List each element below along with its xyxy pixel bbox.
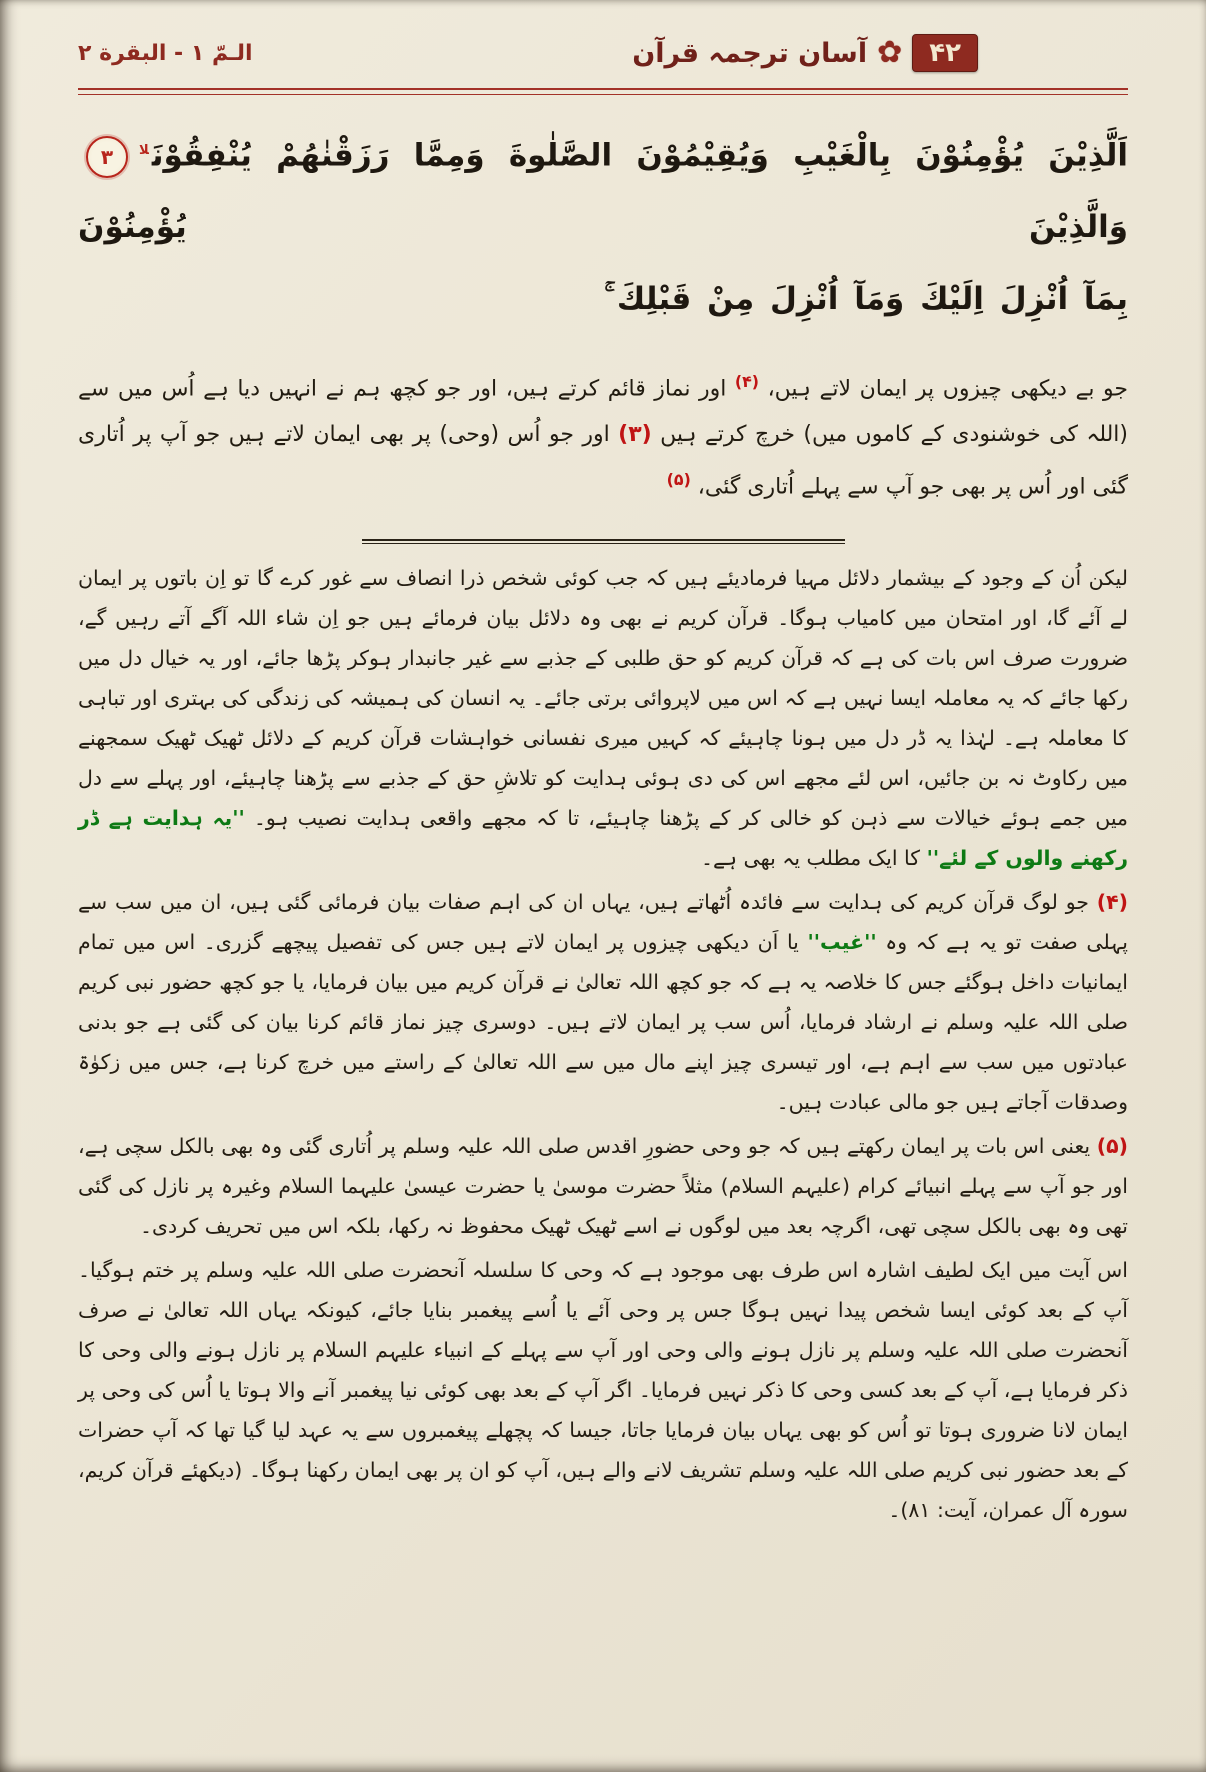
header-divider-rule xyxy=(78,88,1128,95)
translation-commentary-divider xyxy=(362,539,845,544)
footnote-marker: (۴) xyxy=(1096,889,1128,914)
surah-reference: الـمّ ۱ - البقرة ۲ xyxy=(78,40,253,66)
footnote-marker: (۵) xyxy=(666,469,691,489)
footnote-paragraph-4 xyxy=(78,882,1128,1122)
commentary-paragraph-khatm-e-wahi xyxy=(78,1250,1128,1530)
text-segment: اس آیت میں ایک لطیف اشارہ اس طرف بھی موجود ہے کہ وحی کا سلسلہ آنحضرت صلی اللہ علیہ وسلم پر ختم ہوگیا۔ آپ کے بعد کوئی ایسا شخص پیدا نہیں ہوگا جس پر وحی آئے یا اُسے پیغمبر بنایا جائے، کیونکہ یہاں اللہ تعالیٰ نے صرف آنحضرت صلی اللہ علیہ وسلم پر نازل ہونے والی وحی اور آپ سے پہلے کے انبیاء علیہم السلام پر نازل ہونے والی وحی کا ذکر فرمایا ہے، آپ کے بعد کسی وحی کا ذکر نہیں فرمایا۔ اگر آپ کے بعد بھی کوئی نیا پیغمبر آنے والا ہوتا یا اُس کی وحی پر ایمان لانا ضروری ہوتا تو اُس کو بھی یہاں بیان فرمایا جاتا، جیسا کہ پچھلے پیغمبروں سے یہ عہد لیا گیا تھا کہ آپ حضرات کے بعد حضور نبی کریم صلی اللہ علیہ وسلم تشریف لانے والے ہیں، آپ کو ان پر بھی ایمان رکھنا ہوگا۔ (دیکھئے قرآن کریم، سورہ آل عمران، آیت: ۸۱)۔ xyxy=(78,1257,1128,1522)
quran-verse-block xyxy=(78,115,1128,335)
text-segment: اَلَّذِيْنَ يُؤْمِنُوْنَ بِالْغَيْبِ وَيُقِيْمُوْنَ الصَّلٰوةَ وَمِمَّا رَزَقْنٰهُمْ يُنْفِقُوْنَ xyxy=(151,137,1128,174)
page-number-badge: ۴۲ xyxy=(912,34,978,72)
book-title: آسان ترجمہ قرآن xyxy=(632,37,868,69)
footnote-marker: (۴) xyxy=(734,372,760,392)
commentary-paragraph-intro xyxy=(78,558,1128,878)
waqf-sign: لا xyxy=(139,143,149,158)
text-segment: اور نماز قائم کرتے ہیں، اور جو کچھ ہم نے انہیں دیا ہے اُس میں سے (اللہ کی خوشنودی کے کاموں میں) خرچ کرتے ہیں xyxy=(78,376,1128,447)
flower-ornament-icon: ✿ xyxy=(877,35,903,70)
footnote-marker: (۵) xyxy=(1096,1133,1128,1158)
quran-verse-line-1 xyxy=(78,115,1128,263)
text-segment: یعنی اس بات پر ایمان رکھتے ہیں کہ جو وحی حضورِ اقدس صلی اللہ علیہ وسلم پر اُتاری گئی وہ بھی بالکل سچی ہے، اور جو آپ سے پہلے انبیائے کرام (علیہم السلام) مثلاً حضرت موسیٰ یا حضرت عیسیٰ علیہما السلام وغیرہ پر نازل کی گئی تھی وہ بھی بالکل سچی تھی، اگرچہ بعد میں لوگوں نے اسے ٹھیک ٹھیک محفوظ نہ رکھا، بلکہ اس میں تحریف کردی۔ xyxy=(78,1133,1128,1238)
page-header xyxy=(78,0,1128,80)
footnote-marker: (۳) xyxy=(618,421,652,447)
text-segment: لیکن اُن کے وجود کے بیشمار دلائل مہیا فرمادیئے ہیں کہ جب کوئی شخص ذرا انصاف سے غور کرے گا تو اِن باتوں پر ایمان لے آئے گا، اور امتحان میں کامیاب ہوگا۔ قرآن کریم نے بھی وہ دلائل بیان فرمائے ہیں جو اِن شاء اللہ آگے آتے رہیں گے، ضرورت صرف اس بات کی ہے کہ قرآن کریم کو حق طلبی کے جذبے سے غیر جانبدار ہوکر پڑھا جائے، اور یہ خیال دل میں رکھا جائے کہ یہ معاملہ ایسا نہیں ہے کہ اس میں لاپروائی برتی جائے۔ یہ انسان کی ہمیشہ کی زندگی کی بہتری اور تباہی کا معاملہ ہے۔ لہٰذا یہ ڈر دل میں ہونا چاہیئے کہ کہیں میری نفسانی خواہشات قرآن کریم کے دلائل ٹھیک ٹھیک سمجھنے میں رکاوٹ نہ بن جائیں، اس لئے مجھے اس کی دی ہوئی ہدایت کو تلاشِ حق کے جذبے سے پڑھنا چاہیئے، اور پہلے سے دل میں جمے ہوئے خیالات سے ذہن کو خالی کر کے پڑھنا چاہیئے، تا کہ مجھے واقعی ہدایت نصیب ہو۔ xyxy=(78,565,1128,830)
highlighted-phrase: ''غیب'' xyxy=(807,929,877,954)
footnote-paragraph-5 xyxy=(78,1126,1128,1246)
text-segment: جو بے دیکھی چیزوں پر ایمان لاتے ہیں، xyxy=(759,376,1128,402)
text-segment: بِمَآ اُنْزِلَ اِلَيْكَ وَمَآ اُنْزِلَ مِنْ قَبْلِكَ ۚ xyxy=(604,281,1128,318)
text-segment: جو لوگ قرآن کریم کی ہدایت سے فائدہ اُٹھاتے ہیں، یہاں ان کی اہم صفات بیان فرمائی گئی ہیں، ان میں سب سے پہلی صفت تو یہ ہے کہ وہ xyxy=(78,889,1128,954)
highlighted-phrase: ''یہ ہدایت ہے ڈر رکھنے والوں کے لئے'' xyxy=(78,805,1128,870)
header-right-cluster xyxy=(632,34,978,72)
text-segment: اور جو اُس (وحی) پر بھی ایمان لاتے ہیں جو آپ پر اُتاری گئی اور اُس پر بھی جو آپ سے پہلے اُتاری گئی، xyxy=(78,421,1128,499)
text-segment: کا ایک مطلب یہ بھی ہے۔ xyxy=(701,845,927,870)
urdu-translation xyxy=(78,359,1128,509)
quran-verse-line-2 xyxy=(78,263,1128,335)
verse-number-marker: ۳ xyxy=(86,136,128,178)
commentary-block xyxy=(78,558,1128,1530)
text-segment: وَالَّذِيْنَ يُؤْمِنُوْنَ xyxy=(78,209,1128,246)
text-segment: یا اَن دیکھی چیزوں پر ایمان لاتے ہیں جس کی تفصیل پیچھے گزری۔ اس میں تمام ایمانیات داخل ہوگئے جس کا خلاصہ یہ ہے کہ جو کچھ اللہ تعالیٰ نے قرآن کریم میں بیان فرمایا، یا جو کچھ حضور نبی کریم صلی اللہ علیہ وسلم نے ارشاد فرمایا، اُس سب پر ایمان لاتے ہیں۔ دوسری چیز نماز قائم کرنا بیان کی گئی ہے جو بدنی عبادتوں میں سب سے اہم ہے، اور تیسری چیز اپنے مال میں سے اللہ تعالیٰ کے راستے میں خرچ کرنا ہے، جس میں زکوٰۃ وصدقات آجاتے ہیں جو مالی عبادت ہیں۔ xyxy=(78,929,1128,1114)
